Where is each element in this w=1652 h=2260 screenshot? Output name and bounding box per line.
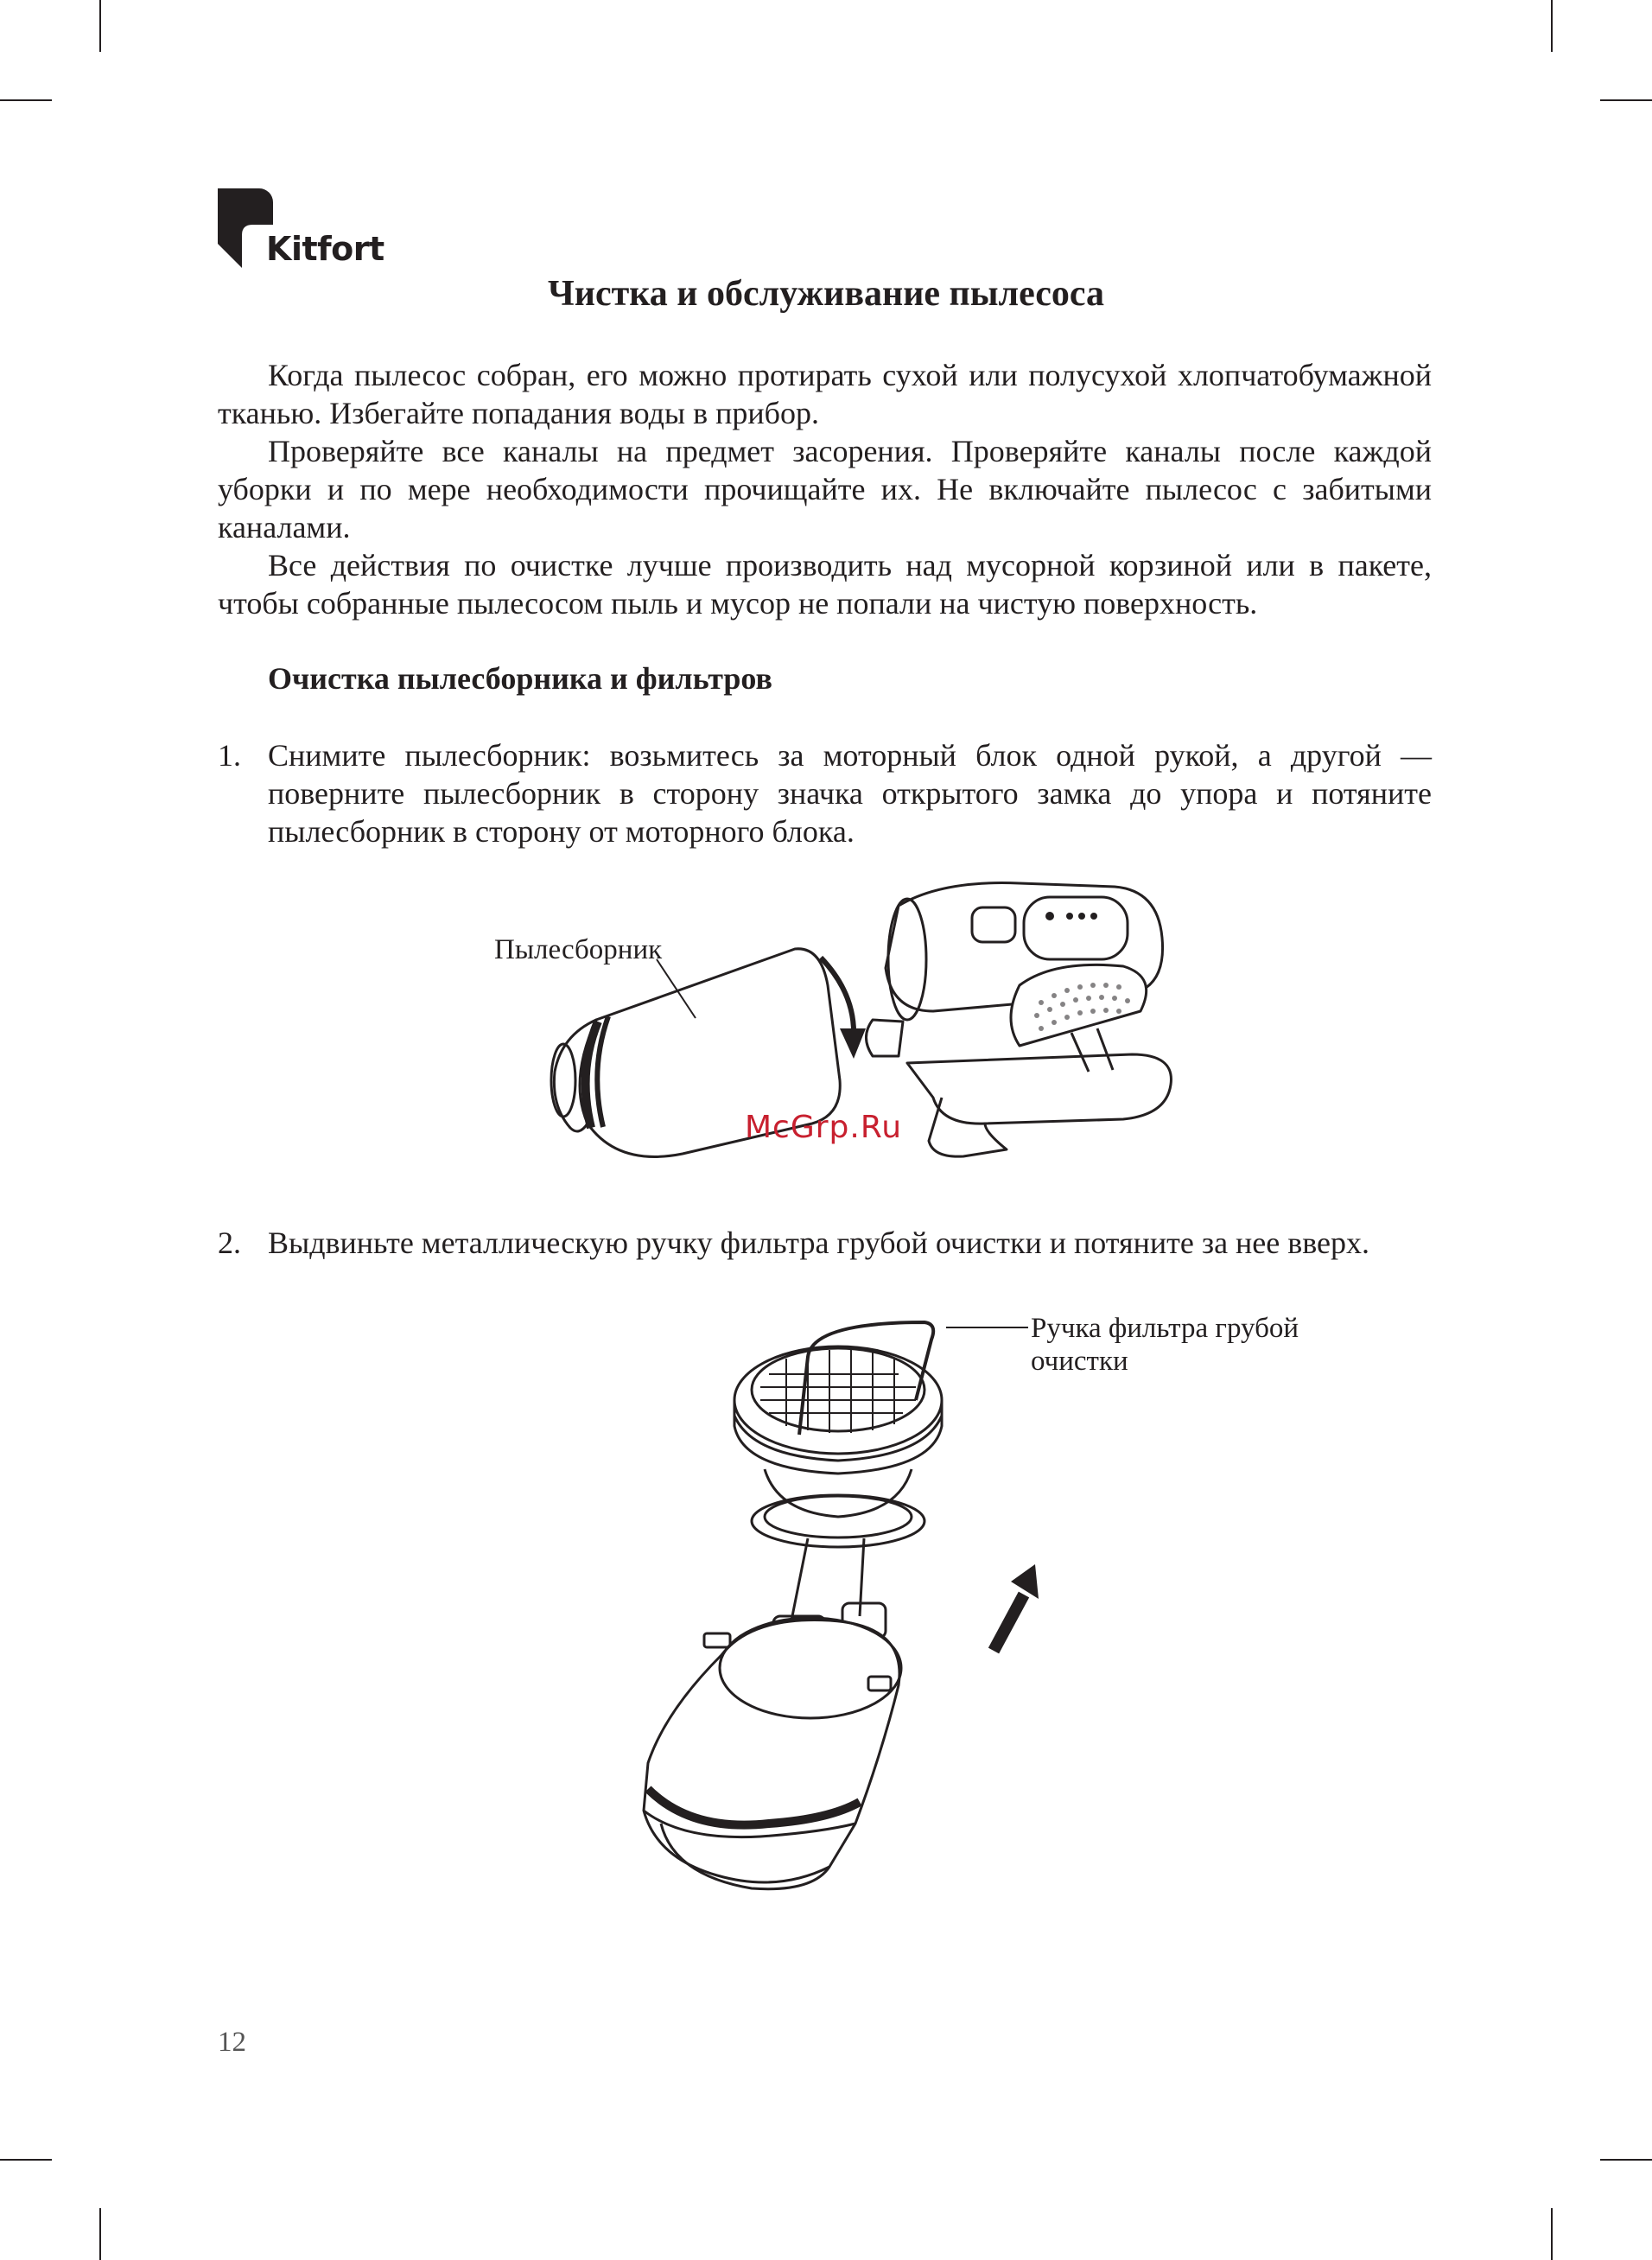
page-title: Чистка и обслуживание пылесоса: [547, 274, 1105, 314]
crop-mark: [1551, 0, 1553, 52]
watermark: McGrp.Ru: [745, 1110, 903, 1145]
brand-name: Kitfort: [266, 230, 384, 268]
crop-mark: [1600, 2159, 1652, 2161]
crop-mark: [1600, 99, 1652, 101]
page-number: 12: [218, 2027, 246, 2058]
intro-paragraph-1: Когда пылесос собран, его можно протирать сухой или полусухой хлопчатобумажной тканью. Избегайте попадания воды в прибор.: [218, 358, 1432, 430]
step-1-number: 1.: [218, 738, 241, 773]
crop-mark: [99, 2208, 101, 2260]
coarse-filter-handle-illustration: [622, 1305, 1089, 1901]
crop-mark: [99, 0, 101, 52]
crop-mark: [0, 99, 52, 101]
coarse-filter-label-line-1: Ручка фильтра грубой: [1031, 1313, 1299, 1344]
crop-mark: [1551, 2208, 1553, 2260]
step-1-text: Снимите пылесборник: возьмитесь за моторный блок одной рукой, а другой — поверните пылесборник в сторону значка открытого замка до упора и потяните пылесборник в сторону от моторного блока.: [268, 738, 1432, 849]
intro-paragraph-3: Все действия по очистке лучше производить над мусорной корзиной или в пакете, чтобы собранные пылесосом пыль и мусор не попали на чистую поверхность.: [218, 548, 1432, 621]
step-2-text: Выдвиньте металлическую ручку фильтра грубой очистки и потяните за нее вверх.: [268, 1225, 1370, 1260]
step-2-number: 2.: [218, 1225, 241, 1260]
intro-paragraph-2: Проверяйте все каналы на предмет засорения. Проверяйте каналы после каждой уборки и по мере необходимости прочищайте их. Не включайте пылесос с забитыми каналами.: [218, 434, 1432, 544]
section-heading: Очистка пылесборника и фильтров: [268, 661, 772, 696]
coarse-filter-label-line-2: очистки: [1031, 1346, 1128, 1377]
dust-container-label: Пылесборник: [494, 934, 663, 965]
crop-mark: [0, 2159, 52, 2161]
